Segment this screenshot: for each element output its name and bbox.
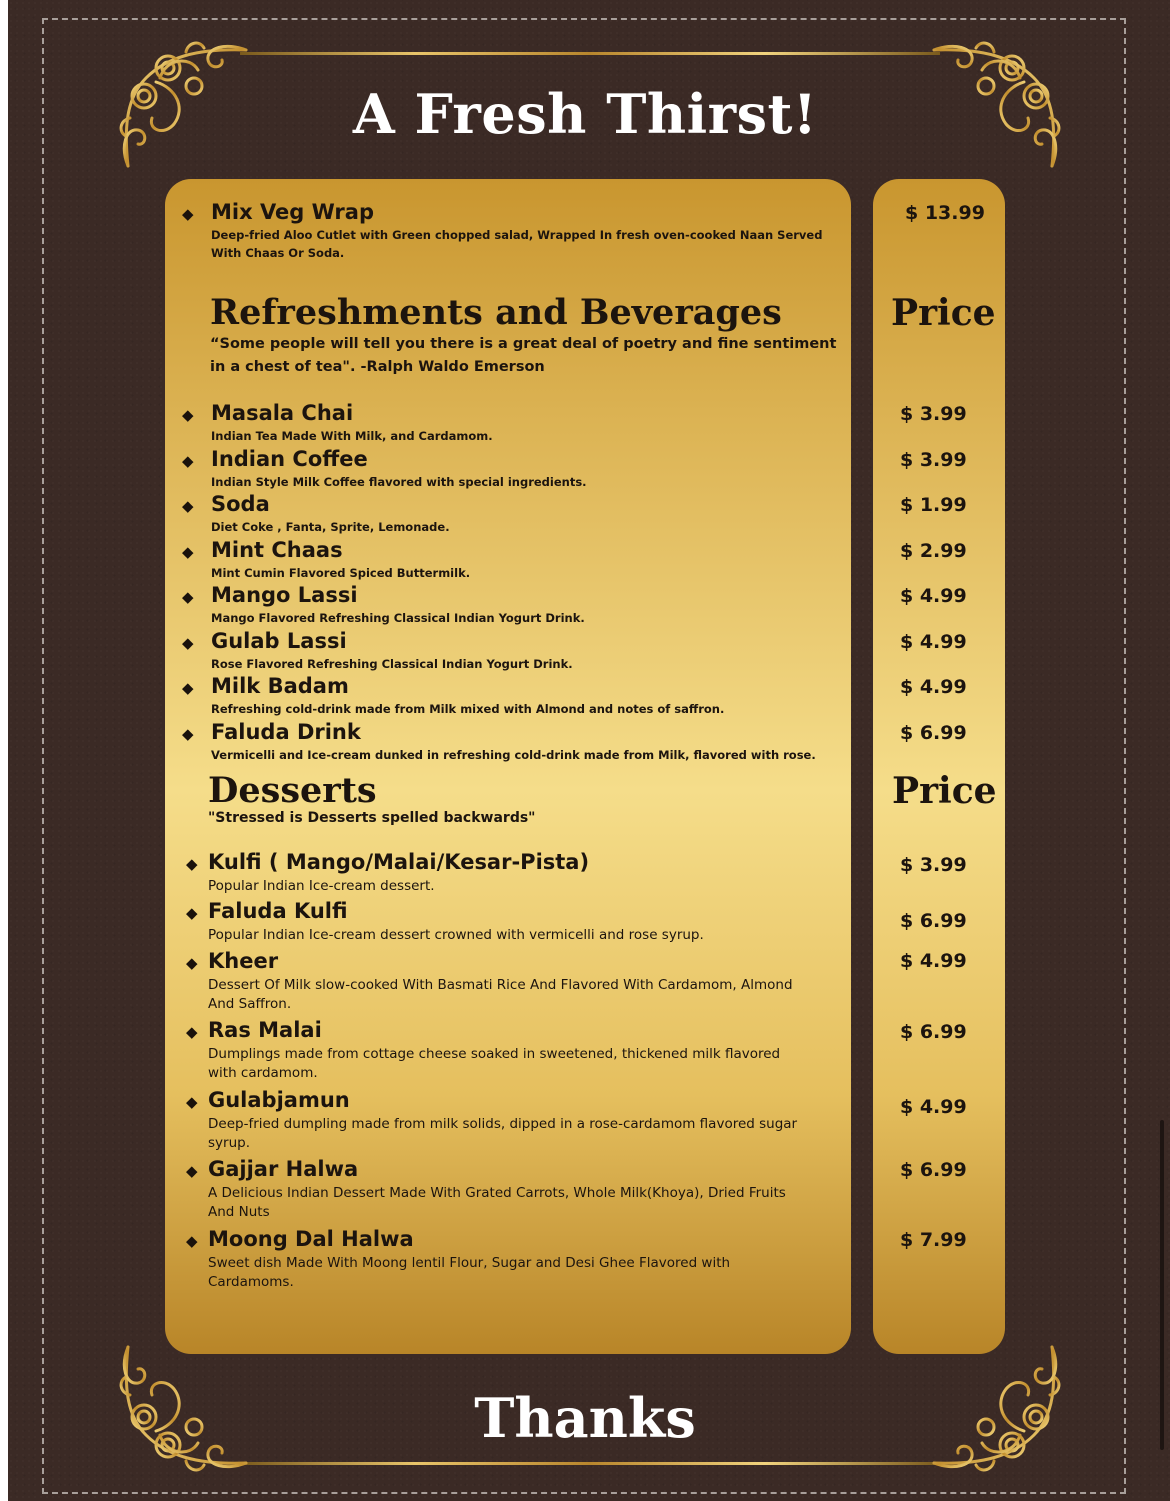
item-description: Mango Flavored Refreshing Classical Indian Yogurt Drink.	[211, 611, 585, 625]
item-price: $ 1.99	[900, 494, 967, 516]
item-name: Faluda Kulfi	[208, 899, 348, 923]
diamond-bullet-icon: ◆	[186, 855, 198, 873]
diamond-bullet-icon: ◆	[186, 1093, 198, 1111]
item-description: Deep-fried dumpling made from milk solids, dipped in a rose-cardamom flavored sugar syrup.	[208, 1116, 798, 1151]
diamond-bullet-icon: ◆	[186, 1023, 198, 1041]
diamond-bullet-icon: ◆	[182, 679, 194, 697]
item-description: Refreshing cold-drink made from Milk mixed with Almond and notes of saffron.	[211, 702, 725, 716]
item-name: Gulab Lassi	[211, 629, 347, 653]
diamond-bullet-icon: ◆	[182, 543, 194, 561]
item-name: Gulabjamun	[208, 1088, 350, 1112]
diamond-bullet-icon: ◆	[182, 452, 194, 470]
item-description: Sweet dish Made With Moong lentil Flour, Sugar and Desi Ghee Flavored with Cardamoms.	[208, 1255, 731, 1290]
item-price: $ 6.99	[900, 1021, 967, 1043]
item-name: Kheer	[208, 949, 279, 973]
item-price: $ 4.99	[900, 950, 967, 972]
menu-title: A Fresh Thirst!	[352, 82, 818, 146]
price-heading: Price	[891, 292, 996, 334]
diamond-bullet-icon: ◆	[182, 205, 194, 223]
diamond-bullet-icon: ◆	[182, 634, 194, 652]
item-description: Dessert Of Milk slow-cooked With Basmati Rice And Flavored With Cardamom, Almond And Saffron.	[208, 977, 793, 1012]
item-description: Rose Flavored Refreshing Classical Indian Yogurt Drink.	[211, 657, 573, 671]
item-name: Mint Chaas	[211, 538, 343, 562]
item-name: Mango Lassi	[211, 583, 358, 607]
bottom-gold-rule	[240, 1462, 940, 1465]
item-price: $ 7.99	[900, 1229, 967, 1251]
item-name: Milk Badam	[211, 674, 349, 698]
item-name: Ras Malai	[208, 1018, 322, 1042]
diamond-bullet-icon: ◆	[182, 588, 194, 606]
item-description: Diet Coke , Fanta, Sprite, Lemonade.	[211, 520, 450, 534]
item-name: Faluda Drink	[211, 720, 361, 744]
price-heading: Price	[892, 770, 997, 812]
item-price: $ 4.99	[900, 676, 967, 698]
diamond-bullet-icon: ◆	[186, 1232, 198, 1250]
section-quote: “Some people will tell you there is a great deal of poetry and fine sentiment in a chest of tea". -Ralph Waldo Emerson	[210, 336, 837, 375]
item-name: Soda	[211, 492, 270, 516]
item-description: Popular Indian Ice-cream dessert crowned with vermicelli and rose syrup.	[208, 927, 704, 943]
item-description: Popular Indian Ice-cream dessert.	[208, 878, 435, 894]
footer-thanks: Thanks	[474, 1386, 696, 1450]
item-name: Gajjar Halwa	[208, 1157, 359, 1181]
section-heading: Desserts	[208, 770, 377, 811]
item-description: Mint Cumin Flavored Spiced Buttermilk.	[211, 566, 471, 580]
section-heading: Refreshments and Beverages	[210, 292, 782, 333]
item-price: $ 13.99	[905, 202, 985, 224]
diamond-bullet-icon: ◆	[186, 904, 198, 922]
item-price: $ 6.99	[900, 722, 967, 744]
item-name: Mix Veg Wrap	[211, 200, 374, 224]
section-quote: "Stressed is Desserts spelled backwards"	[208, 810, 536, 826]
diamond-bullet-icon: ◆	[186, 1162, 198, 1180]
item-price: $ 3.99	[900, 403, 967, 425]
item-description: Vermicelli and Ice-cream dunked in refreshing cold-drink made from Milk, flavored with rose.	[211, 748, 816, 762]
item-price: $ 3.99	[900, 449, 967, 471]
item-price: $ 4.99	[900, 1096, 967, 1118]
item-price: $ 4.99	[900, 585, 967, 607]
item-price: $ 6.99	[900, 910, 967, 932]
item-name: Kulfi ( Mango/Malai/Kesar-Pista)	[208, 850, 590, 874]
item-description: Dumplings made from cottage cheese soaked in sweetened, thickened milk flavored with cardamom.	[208, 1046, 781, 1081]
diamond-bullet-icon: ◆	[182, 497, 194, 515]
item-name: Moong Dal Halwa	[208, 1227, 414, 1251]
item-name: Indian Coffee	[211, 447, 368, 471]
top-gold-rule	[240, 52, 940, 55]
diamond-bullet-icon: ◆	[182, 406, 194, 424]
item-price: $ 6.99	[900, 1159, 967, 1181]
item-name: Masala Chai	[211, 401, 354, 425]
item-description: A Delicious Indian Dessert Made With Grated Carrots, Whole Milk(Khoya), Dried Fruits And Nuts	[208, 1185, 786, 1220]
item-description: Deep-fried Aloo Cutlet with Green chopped salad, Wrapped In fresh oven-cooked Naan Served With Chaas Or Soda.	[211, 228, 823, 260]
item-price: $ 3.99	[900, 854, 967, 876]
item-price: $ 4.99	[900, 631, 967, 653]
item-price: $ 2.99	[900, 540, 967, 562]
item-description: Indian Tea Made With Milk, and Cardamom.	[211, 429, 493, 443]
diamond-bullet-icon: ◆	[182, 725, 194, 743]
diamond-bullet-icon: ◆	[186, 954, 198, 972]
item-description: Indian Style Milk Coffee flavored with special ingredients.	[211, 475, 587, 489]
